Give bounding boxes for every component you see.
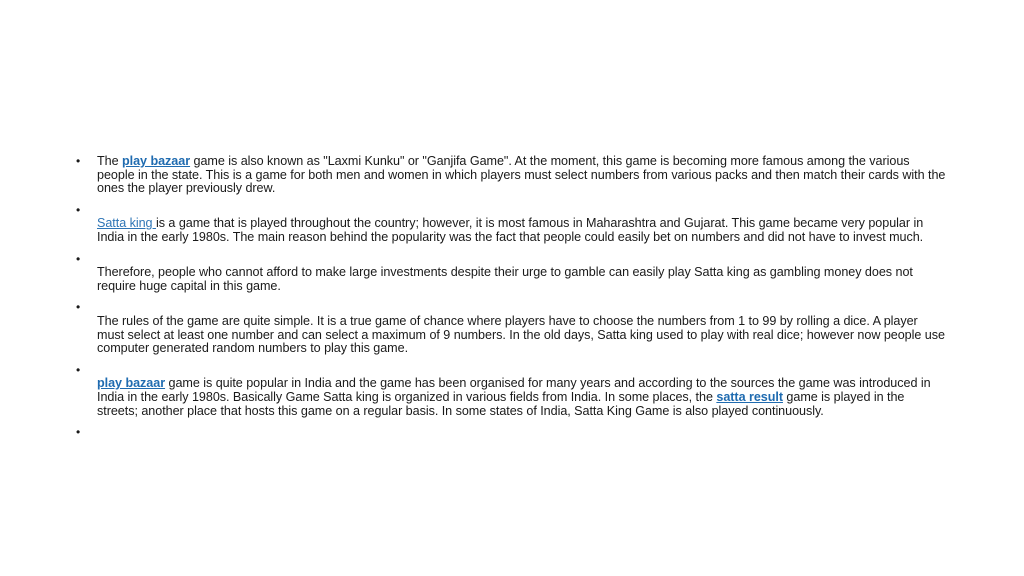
empty-line	[97, 253, 948, 267]
list-item	[76, 155, 948, 196]
bullet-icon: •	[76, 202, 81, 217]
list-item	[76, 364, 948, 418]
item-text: game is played in the streets; another place that hosts this game on a regular basis. In some states of India, Satta King Game is also played continuously.	[97, 389, 905, 418]
satta-king-link[interactable]: Satta king	[97, 216, 156, 231]
list-item	[76, 204, 948, 245]
bullet-icon: •	[76, 251, 81, 266]
bullet-icon: •	[76, 154, 81, 168]
empty-line	[97, 364, 948, 378]
empty-line	[97, 204, 948, 218]
empty-line	[97, 301, 948, 315]
item-text: The	[97, 154, 122, 168]
bullet-icon: •	[76, 362, 81, 377]
item-text: is a game that is played throughout the country; however, it is most famous in Maharashtra and Gujarat. This game became very popular in India in the early 1980s. The main reason behind the popularity was the fact that people could easily bet on numbers and did not have to invest much.	[97, 216, 924, 244]
bullet-list	[76, 155, 948, 440]
item-text: game is also known as "Laxmi Kunku" or "Ganjifa Game". At the moment, this game is becoming more famous among the various people in the state. This is a game for both men and women in which players must select numbers from various packs and then match their cards with the ones the player previously drew.	[97, 154, 946, 196]
item-text: Therefore, people who cannot afford to make large investments despite their urge to gamble can easily play Satta king as gambling money does not require huge capital in this game.	[97, 265, 913, 293]
empty-line	[97, 426, 948, 440]
item-text: game is quite popular in India and the game has been organised for many years and according to the sources the game was introduced in India in the early 1980s. Basically Game Satta king is organized in various fields from India. In some places, the	[97, 376, 931, 404]
play-bazaar-link[interactable]: play bazaar	[97, 376, 166, 391]
slide-content	[76, 155, 948, 448]
list-item	[76, 253, 948, 294]
list-item	[76, 301, 948, 355]
bullet-icon: •	[76, 300, 81, 315]
satta-result-link[interactable]: satta result	[716, 389, 783, 404]
play-bazaar-link[interactable]: play bazaar	[122, 154, 191, 168]
bullet-icon: •	[76, 425, 81, 440]
list-item-empty	[76, 426, 948, 440]
item-text: The rules of the game are quite simple. It is a true game of chance where players have to choose the numbers from 1 to 99 by rolling a dice. A player must select at least one number and can select a maximum of 9 numbers. In the old days, Satta king used to play with real dice; however now people use computer generated random numbers to play this game.	[97, 313, 945, 356]
